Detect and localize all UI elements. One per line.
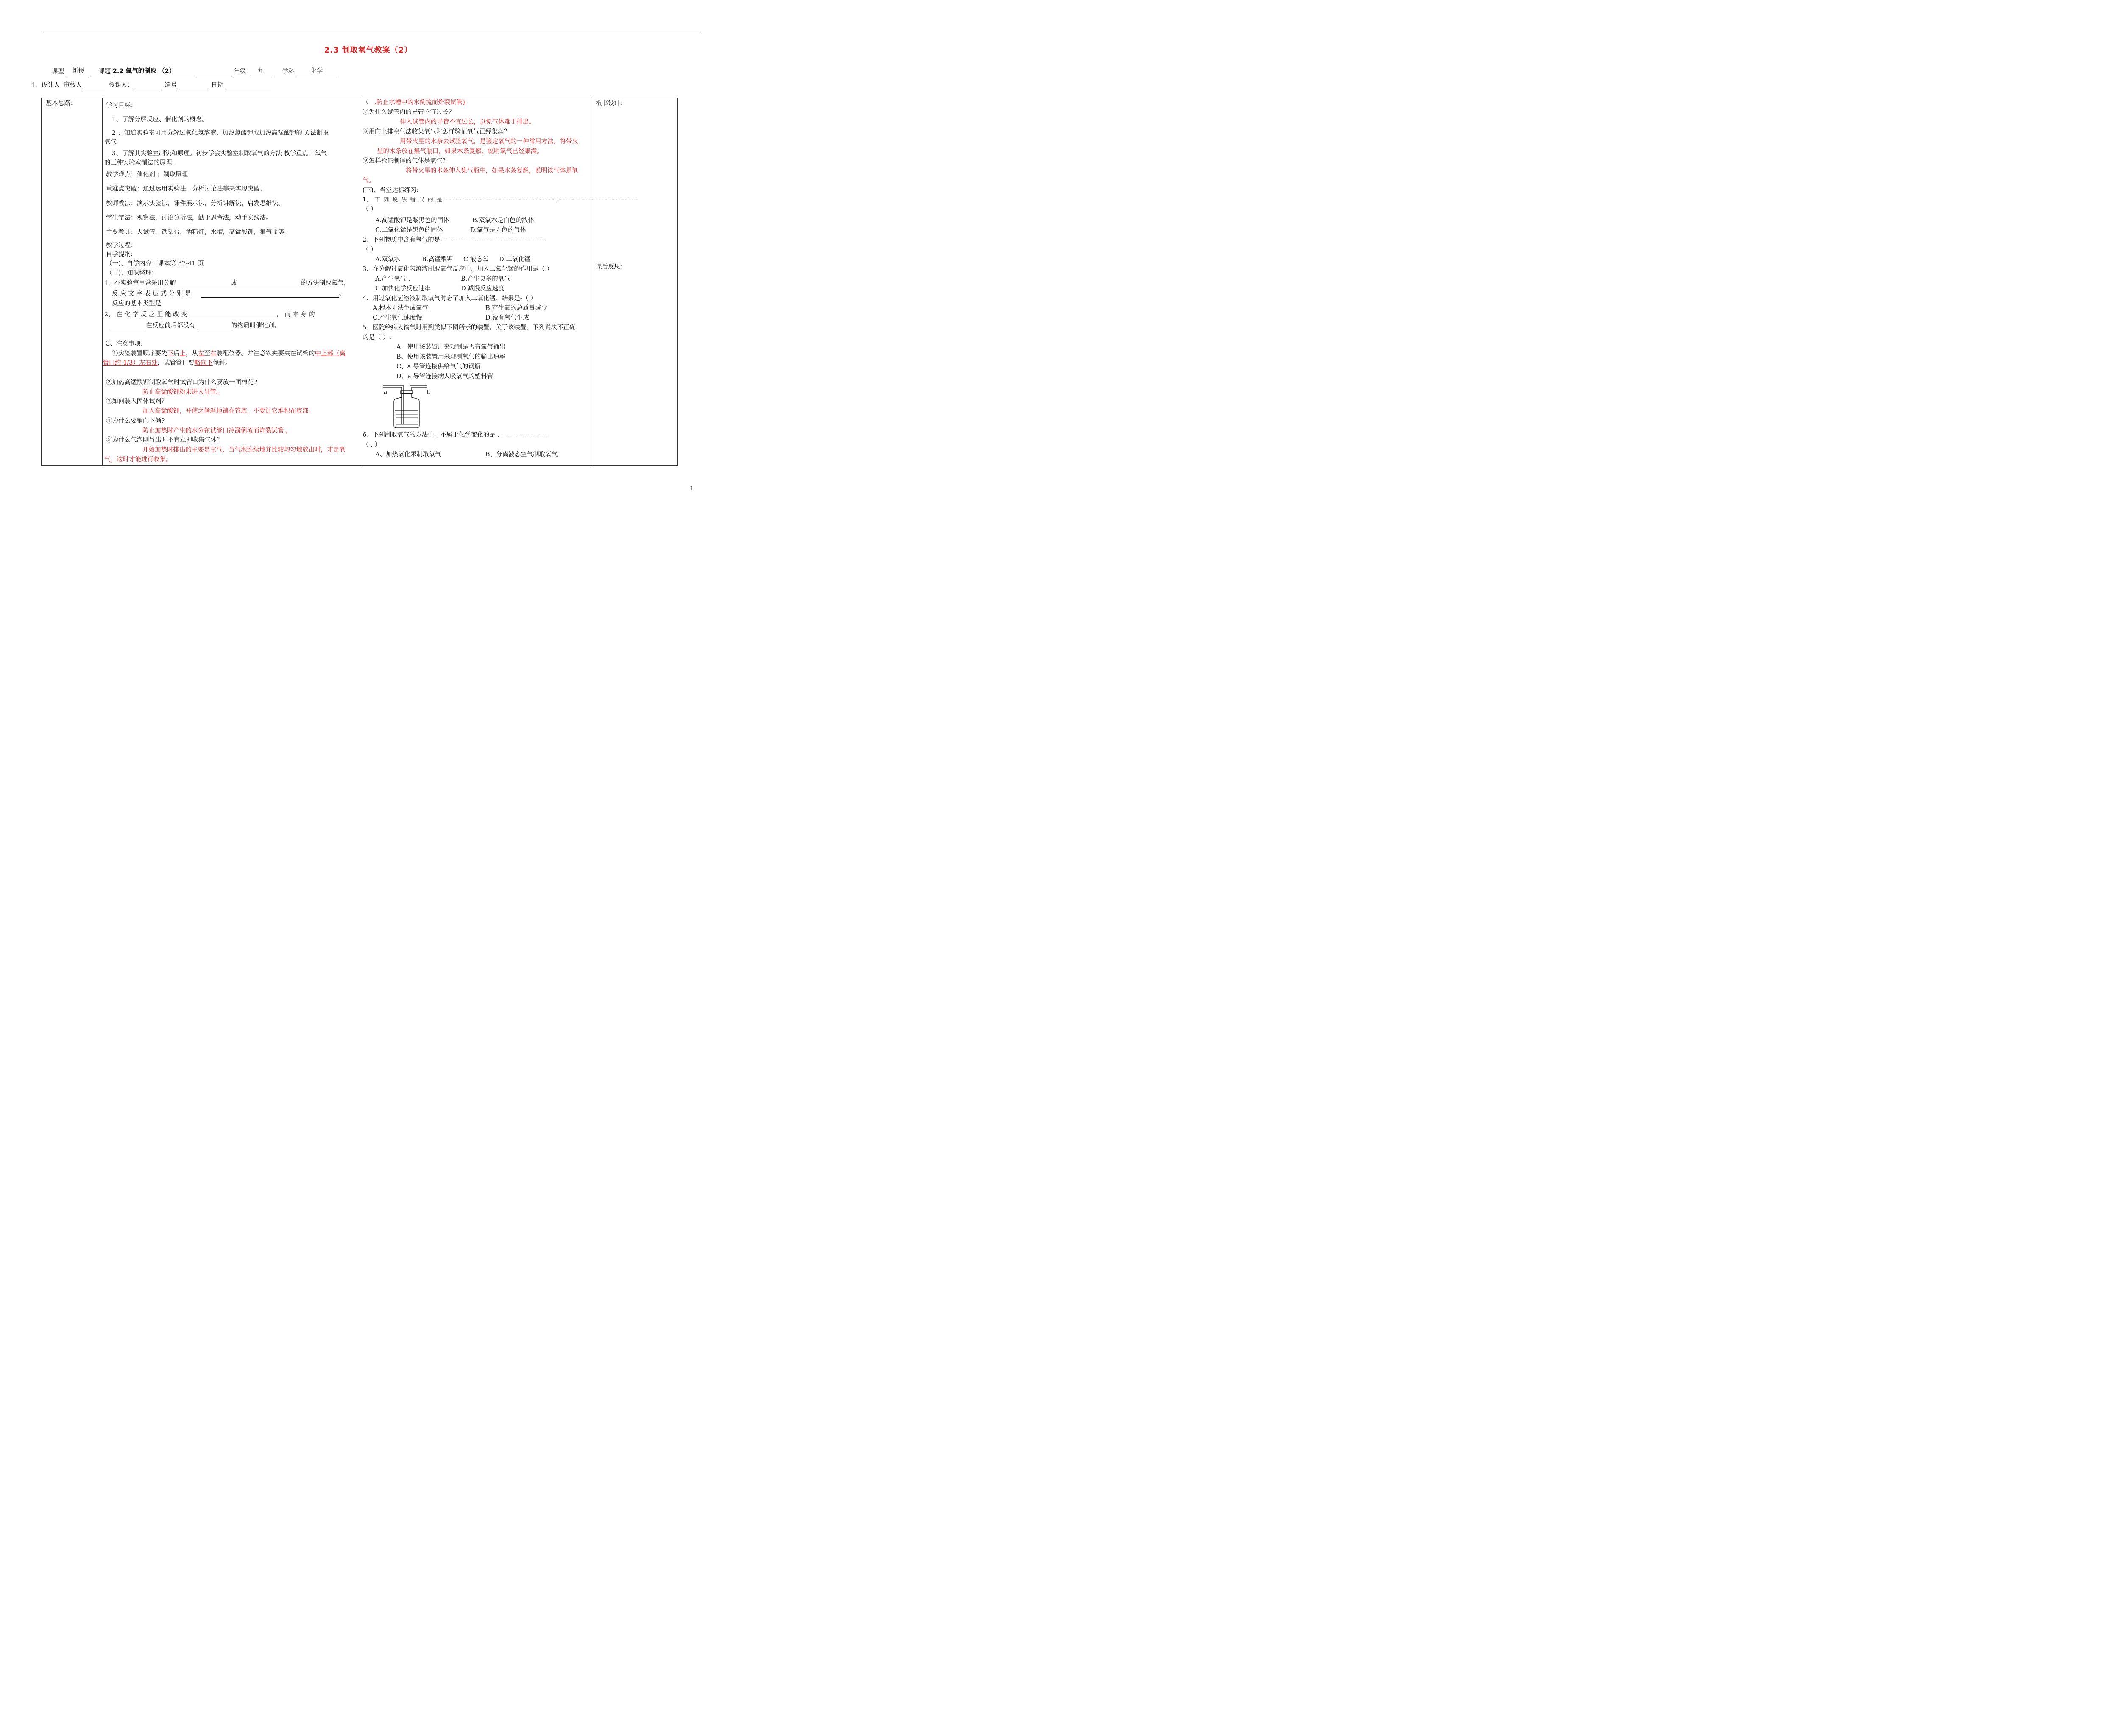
grade-label: 年级 xyxy=(234,68,246,75)
topic-value: 2.2 氧气的制取 （2） xyxy=(113,66,190,75)
practice-5-option-d: D、a 导管连接病人吸氧气的塑料管 xyxy=(396,373,493,380)
question-3: ③如何装入固体试剂？ xyxy=(106,398,167,405)
answer-3: 加入高锰酸钾，并使之倾斜地铺在管底，不要让它堆积在底部。 xyxy=(142,408,315,415)
practice-2-paren: （ ） xyxy=(363,246,377,253)
practice-6: 6、下列制取氧气的方法中，不属于化学变化的是-.------------------------ xyxy=(363,432,550,438)
number-label: 编号 xyxy=(164,82,177,89)
practice-3: 3、在分解过氧化氢溶液制取氧气反应中，加入二氧化锰的作用是（ ） xyxy=(363,266,553,273)
main-equipment: 主要教具：大试管，铁架台，酒精灯，水槽，高锰酸钾，集气瓶等。 xyxy=(106,229,290,236)
page-number: 1 xyxy=(690,486,694,492)
header-row-2 xyxy=(31,80,271,89)
practice-2-option-a: A.双氧水 xyxy=(375,256,400,263)
question-9: ⑨怎样验证制得的气体是氧气？ xyxy=(363,158,449,165)
goal-2-cont: 氧气 xyxy=(104,139,117,145)
practice-2: 2、下列物质中含有氧气的是--------------------------------------------------- xyxy=(363,237,547,243)
k2-text-d: 的物质叫催化剂。 xyxy=(231,322,281,329)
gas-bottle-figure xyxy=(381,381,432,429)
note-1-text-c: ，试管管口要 xyxy=(157,360,195,366)
knowledge-1 xyxy=(104,279,350,287)
k2-text-b: ， 而 本 身 的 xyxy=(276,311,315,318)
student-method: 学生学法：观察法，讨论分析法，勤于思考法，动手实践法。 xyxy=(106,215,272,221)
reviewer-label: 审核人 xyxy=(63,82,82,89)
note-1-middle: 中上部（离 xyxy=(315,350,346,357)
number-blank xyxy=(179,81,209,89)
answer-7: 伸入试管内的导管不宜过长，以免气体难于排出。 xyxy=(400,119,535,126)
note-1-right: 右 xyxy=(210,350,217,357)
answer-8: 用带火星的木条去试验氧气，是鉴定氧气的一种常用方法。将带火 xyxy=(400,138,578,145)
designer-label: 1．设计人 xyxy=(31,82,60,89)
date-blank xyxy=(226,81,271,89)
knowledge-organize: （二)、知识整理： xyxy=(106,270,158,276)
answer-6 xyxy=(363,99,467,106)
reviewer-blank xyxy=(84,81,105,89)
note-1-from: ，从 xyxy=(186,350,198,357)
board-design-label: 板书设计： xyxy=(596,100,627,107)
note-1-line-2 xyxy=(103,359,231,367)
reflection-label: 课后反思： xyxy=(596,264,627,271)
practice-5-option-c: C、a 导管连接供给氧气的钢瓶 xyxy=(396,363,481,370)
question-5: ⑤为什么气泡刚冒出时不宜立即收集气体？ xyxy=(106,437,223,444)
k1-blank-2 xyxy=(237,280,301,287)
note-1-up: 上 xyxy=(179,350,186,357)
practice-3-option-d: D.减慢反应速度 xyxy=(461,285,505,292)
practice-4-option-c: C.产生氧气速度慢 xyxy=(373,315,422,321)
practice-1-option-c: C.二氧化锰是黑色的固体 xyxy=(375,227,444,234)
practice-2-option-c: C 液态氧 xyxy=(463,256,489,263)
practice-5-option-b: B、使用该装置用来观测氧气的输出速率 xyxy=(396,354,506,360)
note-1-text-b: 装配仪器。并注意铁夹要夹在试管的 xyxy=(216,350,315,357)
practice-title: (三)、当堂达标练习: xyxy=(363,187,419,194)
k1-blank-1 xyxy=(176,280,231,287)
note-1 xyxy=(112,350,346,357)
goal-3-cont: 的三种实验室制法的原理. xyxy=(104,159,174,166)
practice-2-option-b: B.高锰酸钾 xyxy=(422,256,453,263)
practice-5: 5、医院给病人输氧时用到类似下图所示的装置。关于该装置，下列说法不正确 xyxy=(363,324,576,331)
practice-1-paren: （ ） xyxy=(363,206,377,213)
basic-ideas-column xyxy=(42,98,103,466)
notes-title: 3、注意事项: xyxy=(106,341,143,347)
knowledge-2-line-2 xyxy=(110,322,280,329)
k2-blank-3 xyxy=(197,323,231,329)
lesson-plan-table xyxy=(41,98,678,466)
answer-9-cont: 气。 xyxy=(363,177,375,184)
k1-text-a: 1、在实验室里常采用分解 xyxy=(104,280,176,287)
note-1-down: 下 xyxy=(167,350,173,357)
practice-4-option-a: A.根本无法生成氧气 xyxy=(373,305,429,312)
k1-text-c: 的方法制取氧气， xyxy=(301,280,350,287)
note-1-text: ①实验装置顺序要先 xyxy=(112,350,167,357)
k2-text-a: 2、 在 化 学 反 应 里 能 改 变 xyxy=(104,311,187,318)
self-study-outline: 自学提纲: xyxy=(106,251,133,258)
practice-4-option-d: D.没有氧气生成 xyxy=(485,315,529,321)
note-1-to: 至 xyxy=(204,350,210,357)
practice-1-option-b: B.双氧水是白色的液体 xyxy=(472,217,534,224)
practice-3-option-b: B.产生更多的氧气 xyxy=(461,276,510,282)
knowledge-1-line-3 xyxy=(112,300,200,307)
header-row-1 xyxy=(52,66,337,75)
knowledge-2 xyxy=(104,311,315,318)
practice-3-option-a: A.产生氧气 . xyxy=(375,276,410,282)
date-label: 日期 xyxy=(211,82,223,89)
question-8: ⑧用向上排空气法收集氧气时怎样验证氧气已经集满？ xyxy=(363,128,510,135)
k2-text-c: 在反应前后都没有 xyxy=(146,322,195,329)
practice-1-option-d: D.氧气是无色的气体 xyxy=(470,227,526,234)
answer-8-cont: 星的木条放在集气瓶口，如果木条复燃，说明氧气已经集满。 xyxy=(377,148,543,155)
k1-expr-label: 反 应 文 字 表 达 式 分 别 是 xyxy=(112,290,191,297)
practice-1-option-a: A.高锰酸钾是紫黑色的固体 xyxy=(375,217,449,224)
basic-ideas-label: 基本思路： xyxy=(46,100,77,107)
question-2: ②加热高锰酸钾制取氧气时试管口为什么要放一团棉花? xyxy=(106,379,257,386)
practice-3-option-c: C.加快化学反应速率 xyxy=(375,285,431,292)
question-7: ⑦为什么试管内的导管不宜过长？ xyxy=(363,109,455,116)
subject-label: 学科 xyxy=(282,68,295,75)
k2-blank-1 xyxy=(187,312,276,318)
knowledge-1-line-2 xyxy=(112,290,345,298)
lesson-type-value: 新授 xyxy=(66,66,91,75)
learning-content-column xyxy=(103,98,360,466)
note-1-tilt: 略向下 xyxy=(194,360,213,366)
answer-4: 防止加热时产生的水分在试管口冷凝倒流而炸裂试管.， xyxy=(142,427,292,434)
answer-6-open: （ xyxy=(363,99,369,106)
answer-5: 开始加热时排出的主要是空气，当气泡连续地并比较均匀地放出时，才是氧 xyxy=(142,447,346,453)
note-1-text-d: 倾斜。 xyxy=(212,360,232,366)
k1-type-label: 反应的基本类型是 xyxy=(112,300,161,307)
board-column xyxy=(592,98,678,466)
self-study-content: （一)、自学内容：课本第 37-41 页 xyxy=(106,260,204,267)
practice-2-option-d: D 二氧化锰 xyxy=(499,256,531,263)
figure-label-b: b xyxy=(427,389,431,396)
answer-2: 防止高锰酸钾粉末进入导管。 xyxy=(142,389,223,396)
practice-6-paren: （ . ） xyxy=(363,441,381,448)
practice-6-option-a: A、加热氧化汞制取氧气 xyxy=(375,451,441,458)
subject-value: 化学 xyxy=(296,66,337,75)
practice-1: 1、 下 列 说 法 错 误 的 是 ---------------------------------.------------------------ xyxy=(363,197,638,203)
k1-expr-end: 、 xyxy=(339,290,345,297)
goal-3: 3、了解其实验室制法和原理。初步学会实验室制取氧气的方法 教学重点：氧气 xyxy=(112,150,327,157)
practice-5-cont: 的是（ ）. xyxy=(363,334,391,341)
answer-9: 将带火星的木条伸入集气瓶中，如果木条复燃，说明该气体是氧 xyxy=(406,167,578,174)
question-4: ④为什么要稍向下倾? xyxy=(106,418,165,424)
figure-label-a: a xyxy=(384,389,387,396)
k1-text-b: 或 xyxy=(231,280,237,287)
grade-value: 九 xyxy=(248,66,273,75)
k1-blank-4 xyxy=(161,301,200,307)
teacher-blank xyxy=(135,81,162,89)
teaching-process: 教学过程： xyxy=(106,242,137,249)
page-title: 2.3 制取氧气教案（2） xyxy=(324,46,413,55)
goals-title: 学习目标： xyxy=(106,102,137,109)
practice-5-option-a: A、使用该装置用来观测是否有氧气输出 xyxy=(396,344,505,351)
teacher-label: 授课人： xyxy=(109,82,134,89)
practice-4-option-b: B.产生氧的总质量减少 xyxy=(485,305,547,312)
lesson-type-label: 课型 xyxy=(52,68,64,75)
teacher-method: 教师教法：演示实验法，课件展示法，分析讲解法，启发思维法。 xyxy=(106,200,285,207)
topic-blank xyxy=(196,68,232,75)
note-1-left: 左 xyxy=(198,350,204,357)
topic-label: 课题 xyxy=(98,68,111,75)
answer-6-text: .防止水槽中的水倒流而炸裂试管). xyxy=(374,99,467,106)
answer-5-cont: 气，这时才能进行收集。 xyxy=(104,456,172,463)
note-1-after: 后 xyxy=(173,350,180,357)
k1-blank-3 xyxy=(201,291,339,298)
goal-1: 1、了解分解反应、催化剂的概念。 xyxy=(112,116,208,123)
teaching-difficulty: 教学难点：催化剂 ；制取原理 xyxy=(106,171,188,178)
breakthrough: 重难点突破：通过运用实验法，分析讨论法等来实现突破。 xyxy=(106,186,266,193)
practice-4: 4、用过氧化氢溶液制取氧气时忘了加入二氧化锰，结果是-（ ） xyxy=(363,295,537,302)
goal-2: 2 、知道实验室可用分解过氧化氢溶液、加热氯酸钾或加热高锰酸钾的 方法制取 xyxy=(112,130,329,137)
note-1-position: 管口约 1/3）左右处 xyxy=(103,360,158,366)
practice-6-option-b: B、分离液态空气制取氧气 xyxy=(485,451,558,458)
k2-blank-2 xyxy=(110,323,144,329)
